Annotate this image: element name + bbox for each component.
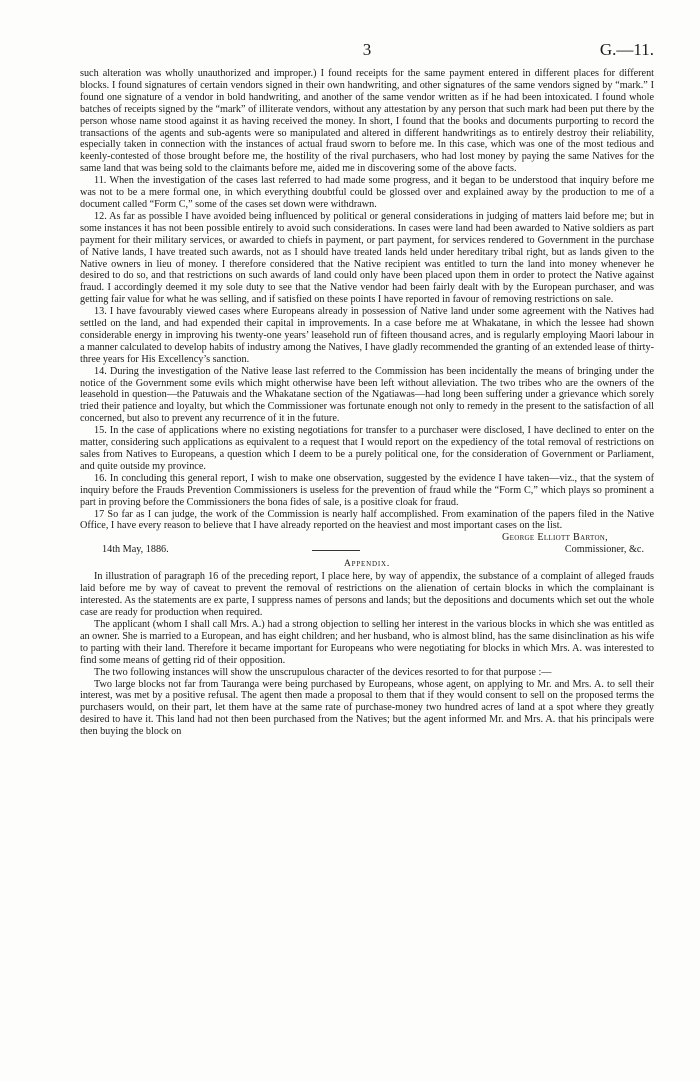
paragraph-13: 13. I have favourably viewed cases where Europeans already in possession of Native land under some agreement with the Natives had settled on the land, and had expended their capital in improvements. In a case before me at Whakatane, in which the lessee had shown considerable energy in improving his twenty-one years’ leasehold run of fifteen thousand acres, and is regularly employing Maori labour in a manner calculated to develop habits of industry among the Natives, I have gladly recommended the granting of an extended lease of thirty-three years for His Excellency’s sanction.	[80, 306, 654, 365]
date-line	[80, 544, 654, 558]
page-header	[80, 40, 654, 68]
appendix-paragraph: In illustration of paragraph 16 of the preceding report, I place here, by way of appendix, the substance of a complaint of alleged frauds laid before me by way of caveat to prevent the removal of restrictions on the alienation of certain blocks in which the complainant is interested. As the statements are ex parte, I suppress names of persons and lands; but the depositions and documents which set out the whole case are ready for production when required.	[80, 571, 654, 619]
report-body	[80, 68, 654, 532]
paragraph-15: 15. In the case of applications where no existing negotiations for transfer to a purchaser were disclosed, I have declined to enter on the matter, considering such applications as equivalent to a request that I would report on the expediency of the total removal of restrictions on sales from Natives to Europeans, a question which I deem to be a purely political one, for the consideration of Government or Parliament, and quite outside my province.	[80, 425, 654, 472]
page-number: 3	[362, 40, 372, 59]
paragraph-17: 17 So far as I can judge, the work of the Commission is nearly half accomplished. From examination of the papers filed in the Native Office, I have every reason to believe that I have already reported on the heaviest and most important cases on the list.	[80, 508, 654, 532]
appendix-paragraph: Two large blocks not far from Tauranga were being purchased by Europeans, whose agent, on applying to Mr. and Mrs. A. to sell their interest, was met by a positive refusal. The agent then made a proposal to them that if they would consent to sell on the proposed terms the purchasers would, on their part, let them have at the same rate of purchase-money two hundred acres of land at a spot where they greatly desired to have it. This land had not then been purchased from the Natives; but the agent informed Mr. and Mrs. A. that his principals were then buying the block on	[80, 678, 654, 738]
paragraph-16: 16. In concluding this general report, I wish to make one observation, suggested by the evidence I have taken—viz., that the system of inquiry before the Frauds Prevention Commissioners is useless for the prevention of fraud while the “Form C,” which plays so prominent a part in proving before the Commissioners the bona fides of sale, is a positive cloak for fraud.	[80, 472, 654, 508]
appendix-heading: Appendix.	[344, 559, 390, 570]
paragraph-14: 14. During the investigation of the Native lease last referred to the Commission has been incidentally the means of bringing under the notice of the Government some evils which might otherwise have been left without alleviation. The two tribes who are the owners of the leasehold in question—the Patuwais and the Whakatane section of the Ngatiawas—had long been suffering under a grievance which sorely tried their patience and loyalty, but which the Commissioner was fortunate enough not only to remedy in the present to the satisfaction of all concerned, but also to prevent any recurrence of it in the future.	[80, 365, 654, 425]
signatory-name: George Elliott Barton,	[502, 532, 608, 544]
appendix-body	[80, 571, 654, 738]
paragraph-continued: such alteration was wholly unauthorized and improper.) I found receipts for the same payment entered in different places for different blocks. I found signatures of certain vendors signed in their own handwriting, and other signatures of the same vendors signed by “mark.” I found one signature of a vendor in bold handwriting, and another of the same vendor written as if he had been intoxicated. I found whole batches of receipts signed by the “mark” of illiterate vendors, without any attestation by any person that such mark had been put there by the person whose name stood against it as having received the money. In short, I found that the books and documents purporting to record the transactions of the agents and sub-agents were so manipulated and altered in different handwritings as to entirely destroy their reliability, especially taken in connection with the instances of actual fraud sworn to before me. In this case, which was one of the most tedious and keenly-contested of those brought before me, the hostility of the rival purchasers, who had lost money by paying the same Natives for the same land that was being sold to the claimants before me, aided me in discovering some of the above facts.	[80, 68, 654, 175]
document-reference: G.—11.	[599, 40, 654, 59]
appendix-paragraph: The applicant (whom I shall call Mrs. A.) had a strong objection to selling her interest in the various blocks in which she was entitled as an owner. She is married to a European, and has eight children; and her husband, who is almost blind, has the same disinclination as his wife to parting with their land. Therefore it became important for Europeans who were negotiating for blocks in which Mrs. A. was interested to find some means of getting rid of their opposition.	[80, 618, 654, 666]
divider-rule	[312, 550, 360, 551]
paragraph-11: 11. When the investigation of the cases last referred to had made some progress, and it began to be understood that inquiry before me was not to be a mere formal one, in which everything doubtful could be glossed over and explained away by the production to me of a document called “Form C,” some of the cases set down were withdrawn.	[80, 175, 654, 210]
paragraph-12: 12. As far as possible I have avoided being influenced by political or general considerations in judging of matters laid before me; but in some instances it has not been possible entirely to avoid such considerations. In cases were land had been awarded to Native soldiers as part payment for their military services, or awarded to chiefs in payment, or part payment, for services rendered to Government in the purchase of Native lands, I have treated such awards, not as I should have treated lands held under hereditary tribal right, but as lands given to the Native owners in lieu of money. I therefore considered that the Native recipient was entitled to turn the land into money whenever he desired to do so, and that restrictions on such awards of land could only have been placed upon them in order to protect the Native against fraud. I accordingly deemed it my sole duty to see that the Native vendor had been fairly dealt with by the European purchaser, and was getting fair value for what he was selling, and if satisfied on these points I have reported in favour of removing restrictions on sale.	[80, 210, 654, 306]
signatory-title: Commissioner, &c.	[564, 544, 644, 556]
report-date: 14th May, 1886.	[102, 544, 169, 556]
appendix-paragraph: The two following instances will show the unscrupulous character of the devices resorted to for that purpose :—	[94, 666, 552, 678]
